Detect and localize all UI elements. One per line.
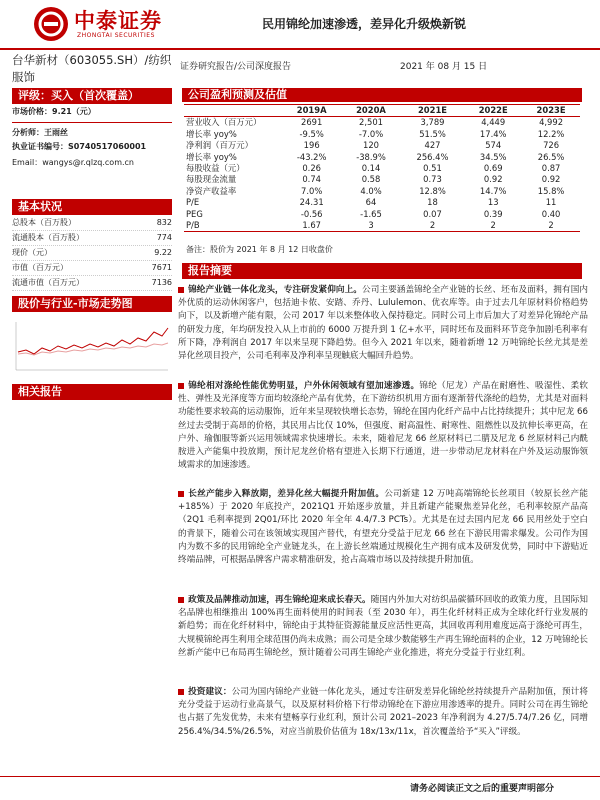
price-trend-chart — [12, 318, 172, 376]
analyst-email[interactable]: Email：wangys@r.qlzq.com.cn — [12, 158, 135, 167]
table-row: P/B 1.67 3 2 2 2 — [184, 220, 580, 232]
price-note: 备注：股价为 2021 年 8 月 12 日收盘价 — [186, 245, 333, 254]
summary-paragraph-3: 长丝产能步入释放期，差异化丝大幅提升附加值。公司新建 12 万吨高端锦纶长丝项目（较原长丝产能+185%）于 2020 年底投产，2021Q1 开始逐步放量，并且新建产能聚焦差异化丝，毛利率较原产品高（2Q1 毛利率提到 2Q01/环比 2020 年全年 4.4/7.3 PCTs）。尤其是在过去国内尼龙 66 民用丝处于空白的背景下，随着公司在该领域实现国产替代，有望充分受益于尼龙 66 丝在下游民用需求爆发。公司作为国内为数不多的民用锦纶全产业链龙头，在上游长丝端通过规模化生产拥有成本及研发优势，同时中下游贴近终端品牌，可根据品牌客户需求精准研发，抢占高端市场以及持续提升附加值。 — [178, 489, 588, 566]
forecast-bar: 公司盈利预测及估值 — [182, 88, 582, 102]
forecast-table — [184, 104, 580, 232]
stock-name: 台华新材（603055.SH）/纺织服饰 — [12, 53, 172, 84]
rating-divider — [12, 122, 172, 123]
table-row: 净利润（百万元） 196 120 427 574 726 — [186, 140, 560, 151]
footer-disclaimer: 请务必阅读正文之后的重要声明部分 — [410, 784, 555, 794]
bullet-icon — [178, 597, 184, 603]
forecast-header-row — [184, 105, 580, 117]
bullet-icon — [178, 287, 184, 293]
table-row: 每股现金流量 0.74 0.58 0.73 0.92 0.92 — [186, 174, 561, 185]
basic-info-bar: 基本状况 — [12, 199, 172, 215]
related-reports-bar: 相关报告 — [12, 384, 172, 400]
bullet-icon — [178, 491, 184, 497]
report-title: 民用锦纶加速渗透，差异化升级焕新锐 — [262, 17, 467, 31]
summary-bar: 报告摘要 — [182, 263, 582, 279]
summary-paragraph-5: 投资建议：公司为国内锦纶产业链一体化龙头，通过专注研发差异化锦纶丝持续提升产品附加值，预计将充分受益于运动行业高景气，以及原材料价格下行带动锦纶在下游应用渗透率的提升。同时公司在再生锦纶也占据了先发优势，未来有望畅享行业红利，预计公司 2021–2023 年净利润为 4.27/5.74/7.26 亿，同增 256.4%/34.5%/26.5%，对应当前股价估值为 18x/13x/11x，首次覆盖给予“买入”评级。 — [178, 687, 588, 737]
table-row: 增长率 yoy% -43.2% -38.9% 256.4% 34.5% 26.5% — [186, 151, 565, 162]
table-row: 净资产收益率 7.0% 4.0% 12.8% 14.7% 15.8% — [186, 185, 565, 196]
rating-bar: 评级：买入（首次覆盖） — [12, 88, 172, 104]
col-header: 2022E — [464, 105, 522, 117]
basic-row: 现价（元） 9.22 — [12, 246, 172, 261]
logo-subtitle: ZHONGTAI SECURITIES — [77, 32, 155, 39]
col-header: 2023E — [522, 105, 580, 117]
bullet-icon — [178, 383, 184, 389]
basic-info-table — [12, 216, 172, 291]
basic-row: 流通市值（百万元） 7136 — [12, 276, 172, 291]
logo-text: 中泰证券 — [74, 8, 162, 33]
market-price: 市场价格：9.21（元） — [12, 107, 96, 116]
table-row: 每股收益（元） 0.26 0.14 0.51 0.69 0.87 — [186, 163, 561, 174]
table-row: 营业收入（百万元） 2691 2,501 3,789 4,449 4,992 — [186, 117, 564, 128]
company-logo — [34, 5, 184, 45]
report-date: 2021 年 08 月 15 日 — [400, 62, 488, 72]
col-header: 2019A — [282, 105, 341, 117]
analyst-name: 分析师：王雨丝 — [12, 128, 68, 137]
basic-row: 总股本（百万股） 832 — [12, 216, 172, 231]
trend-bar: 股价与行业-市场走势图 — [12, 296, 172, 312]
table-row: P/E 24.31 64 18 13 11 — [186, 197, 557, 208]
basic-row: 流通股本（百万股） 774 — [12, 231, 172, 246]
summary-paragraph-4: 政策及品牌推动加速，再生锦纶迎来成长春天。随国内外加大对纺织品碳循环回收的政策力度，且国际知名品牌也相继推出 100%再生面料使用的时间表（至 2030 年），再生化纤材料正成为全球化纤行业发展的新趋势；而在化纤材料中，锦纶由于其特征资源能量反应活性更高，其回收再利用难度远高于涤纶可再生，大规模锦纶再生利用全球范围仍尚未成熟；而公司是全球少数能够生产再生锦纶面料的企业，12 万吨锦纶长丝新产能中已布局再生锦纶丝，预计随着公司再生锦纶产业化推进，将充分受益于行业红利。 — [178, 595, 588, 658]
report-type: 证券研究报告/公司深度报告 — [180, 62, 292, 72]
footer-divider — [0, 776, 600, 777]
table-row: 增长率 yoy% -9.5% -7.0% 51.5% 17.4% 12.2% — [186, 128, 565, 139]
bullet-icon — [178, 689, 184, 695]
basic-row: 市值（百万元） 7671 — [12, 261, 172, 276]
summary-paragraph-1: 锦纶产业链一体化龙头，专注研发紧仰向上。公司主要涵盖锦纶全产业链的长丝、坯布及面料，拥有国内外优质的运动休闲客户，包括迪卡侬、安踏、乔丹、Lululemon、优衣库等。由于过去几年原材料价格趋势向下，以及新增产能有限，公司 2017 年以来整体收入保持稳定。同时公司上市后加大了对差异化锦纶产品的研发力度，年均研发投入从上市前的 6000 万提升到 1 亿+水平，同时坯布及面料环节竞争加剧毛利率有所下降，净利润自 2017 年以来呈现下降趋势。但今入 2021 年以来，随着新增 12 万吨锦纶长丝尤其是差异化丝项目投产，公司毛利率及净利率呈现触底大幅回升趋势。 — [178, 285, 588, 362]
col-header: 2020A — [341, 105, 400, 117]
logo-mark-icon — [34, 7, 68, 41]
col-header: 2021E — [401, 105, 465, 117]
header-divider — [0, 48, 600, 50]
table-row: PEG -0.56 -1.65 0.07 0.39 0.40 — [186, 208, 561, 219]
stock-price-line — [18, 328, 168, 354]
analyst-license: 执业证书编号：S0740517060001 — [12, 142, 147, 151]
summary-paragraph-2: 锦纶相对涤纶性能优势明显，户外休闲领域有望加速渗透。锦纶（尼龙）产品在耐磨性、吸湿性、柔软性、弹性及光泽度等方面均较涤纶产品有优势，在下游纺织机用方面有逐渐替代涤纶的趋势，尤其是对面料功能性要求较高的运动服饰，近年来呈现较快增长态势，锦纶在国内化纤产品中占比持续提升；其中尼龙 66 丝过去受制于高昂的价格，其民用占比仅 10%，但强度、耐高温性、耐寒性、阻燃性以及抗伸长率更高，在户外、瑜伽服等新兴运用领域需求快速增长。未来，随着尼龙 66 丝原材料已二腈及尼龙 6 丝原材料己内酰胺进入产能集中投放期，预计尼龙丝价格有望进入长期下行通道，进一步带动尼龙材料在户外及运动服饰领域需求的加速渗透。 — [178, 381, 588, 471]
